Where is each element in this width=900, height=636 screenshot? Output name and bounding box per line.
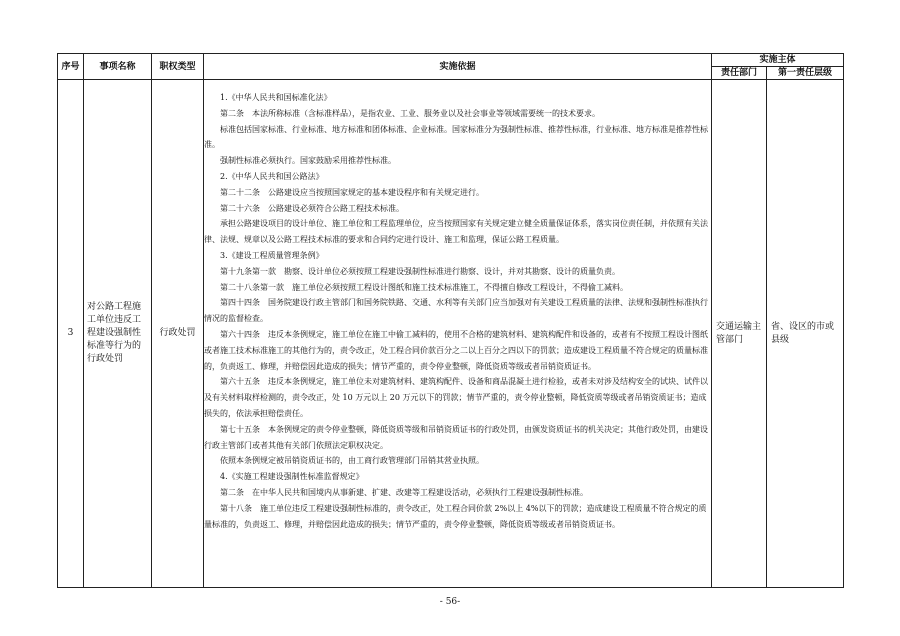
header-basis: 实施依据 (204, 54, 712, 80)
row-dept: 交通运输主管部门 (712, 80, 767, 588)
header-seq: 序号 (58, 54, 84, 80)
basis-clause: 第二条 本法所称标准（含标准样品），是指农业、工业、服务业以及社会事业等领域需要统一的技术要求。 (220, 108, 600, 118)
row-item-name: 对公路工程施工单位违反工程建设强制性标准等行为的行政处罚 (84, 80, 152, 588)
row-seq: 3 (58, 80, 84, 588)
basis-law-title: 2.《中华人民共和国公路法》 (220, 171, 324, 181)
basis-clause: 依照本条例规定被吊销资质证书的，由工商行政管理部门吊销其营业执照。 (220, 456, 484, 466)
basis-law-title: 3.《建设工程质量管理条例》 (220, 250, 324, 260)
row-power-type: 行政处罚 (152, 80, 204, 588)
basis-law-title: 1.《中华人民共和国标准化法》 (220, 93, 332, 102)
power-list-table (57, 53, 844, 588)
basis-law-title: 4.《实施工程建设强制性标准监督规定》 (220, 472, 364, 482)
basis-clause: 第六十四条 违反本条例规定，施工单位在施工中偷工减料的，使用不合格的建筑材料、建筑构配件和设备的，或者有不按照工程设计图纸或者施工技术标准施工的其他行为的，责令改正，处工程合同价款百分之二以上百分之四以下的罚款；造成建设工程质量不符合规定的质量标准的，负责返工、修理，并赔偿因此造成的损失；情节严重的，责令停业整顿，降低资质等级或者吊销资质证书。 (204, 329, 708, 371)
basis-clause: 标准包括国家标准、行业标准、地方标准和团体标准、企业标准。国家标准分为强制性标准、推荐性标准，行业标准、地方标准是推荐性标准。 (204, 124, 708, 150)
header-subject: 实施主体 (712, 54, 844, 67)
basis-clause: 第二十二条 公路建设应当按照国家规定的基本建设程序和有关规定进行。 (220, 187, 484, 197)
basis-paragraphs (204, 80, 711, 532)
header-level: 第一责任层级 (767, 67, 844, 80)
header-dept: 责任部门 (712, 67, 767, 80)
header-item-name: 事项名称 (84, 54, 152, 80)
basis-clause: 第七十五条 本条例规定的责令停业整顿，降低资质等级和吊销资质证书的行政处罚，由颁发资质证书的机关决定；其他行政处罚，由建设行政主管部门或者其他有关部门依照法定职权决定。 (204, 424, 708, 450)
row-level: 省、设区的市或县级 (767, 80, 844, 588)
basis-clause: 强制性标准必须执行。国家鼓励采用推荐性标准。 (220, 156, 396, 166)
basis-clause: 第六十五条 违反本条例规定，施工单位未对建筑材料、建筑构配件、设备和商品混凝土进行检验，或者未对涉及结构安全的试块、试件以及有关材料取样检测的，责令改正，处 10 万元以上 20 万元以下的罚款；情节严重的，责令停业整顿，降低资质等级或者吊销资质证书；造成损失的，依法承担赔偿责任。 (204, 377, 708, 418)
basis-clause: 第二条 在中华人民共和国境内从事新建、扩建、改建等工程建设活动，必须执行工程建设强制性标准。 (220, 487, 588, 497)
basis-clause: 承担公路建设项目的设计单位、施工单位和工程监理单位，应当按照国家有关规定建立健全质量保证体系，落实岗位责任制，并依照有关法律、法规、规章以及公路工程技术标准的要求和合同约定进行设计、施工和监理，保证公路工程质量。 (204, 219, 708, 245)
row-basis (204, 80, 712, 588)
header-power-type: 职权类型 (152, 54, 204, 80)
basis-clause: 第十八条 施工单位违反工程建设强制性标准的，责令改正，处工程合同价款 2%以上 4%以下的罚款；造成建设工程质量不符合规定的质量标准的，负责返工、修理，并赔偿因此造成的损失；情节严重的，责令停业整顿，降低资质等级或者吊销资质证书。 (204, 503, 707, 529)
page-number: - 56- (439, 597, 461, 607)
basis-clause: 第二十六条 公路建设必须符合公路工程技术标准。 (220, 203, 404, 213)
basis-clause: 第四十四条 国务院建设行政主管部门和国务院铁路、交通、水利等有关部门应当加强对有关建设工程质量的法律、法规和强制性标准执行情况的监督检查。 (204, 298, 708, 324)
basis-clause: 第十九条第一款 勘察、设计单位必须按照工程建设强制性标准进行勘察、设计，并对其勘察、设计的质量负责。 (220, 266, 620, 276)
basis-clause: 第二十八条第一款 施工单位必须按照工程设计图纸和施工技术标准施工，不得擅自修改工程设计，不得偷工减料。 (220, 282, 628, 292)
